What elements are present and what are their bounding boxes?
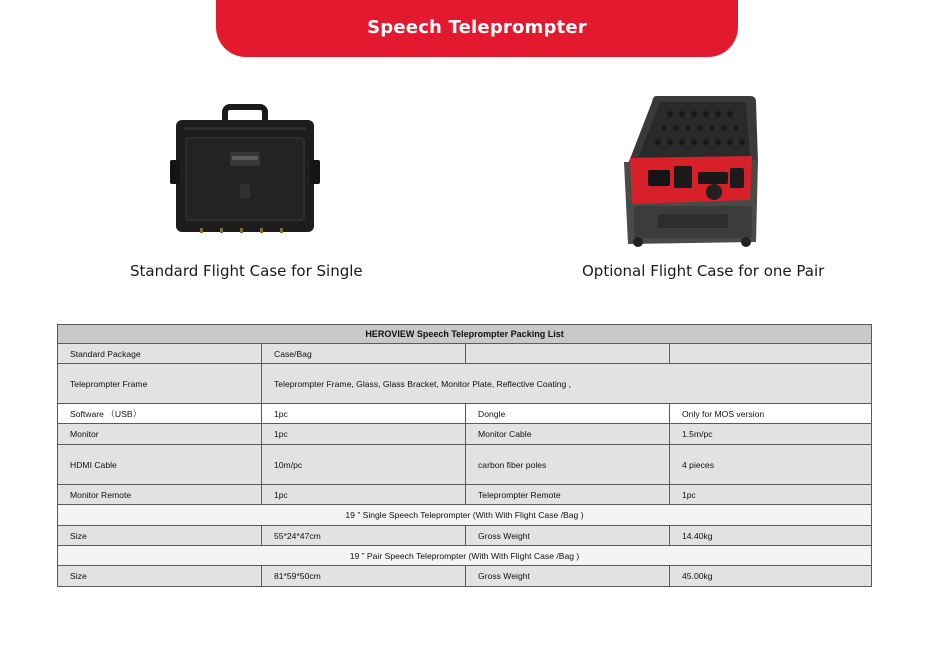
table-row (58, 445, 872, 485)
table-cell: Gross Weight (466, 526, 670, 546)
table-row (58, 566, 872, 587)
table-cell: Monitor (58, 424, 262, 445)
table-cell: Only for MOS version (670, 404, 872, 424)
table-cell: 1.5m/pc (670, 424, 872, 445)
single-teleprompter-band: 19 ” Single Speech Teleprompter (With With Flight Case /Bag ) (58, 505, 872, 526)
open-rolling-case-icon (618, 92, 760, 248)
table-band-row (58, 505, 872, 526)
table-title: HEROVIEW Speech Teleprompter Packing List (58, 325, 872, 344)
table-cell: Teleprompter Remote (466, 485, 670, 505)
table-cell: 14.40kg (670, 526, 872, 546)
table-cell: Size (58, 566, 262, 587)
table-cell: Size (58, 526, 262, 546)
product-pair-case (618, 92, 760, 248)
table-cell: 4 pieces (670, 445, 872, 485)
table-cell: Monitor Cable (466, 424, 670, 445)
black-hard-case-icon (170, 100, 320, 235)
table-cell: Dongle (466, 404, 670, 424)
table-row (58, 485, 872, 505)
table-cell: 1pc (670, 485, 872, 505)
table-band-row (58, 546, 872, 566)
table-cell-wide: Teleprompter Frame, Glass, Glass Bracket, Monitor Plate, Reflective Coating , (262, 364, 872, 404)
table-cell: carbon fiber poles (466, 445, 670, 485)
table-cell: Gross Weight (466, 566, 670, 587)
table-row (58, 344, 872, 364)
table-cell: 1pc (262, 485, 466, 505)
table-row (58, 526, 872, 546)
table-cell (670, 344, 872, 364)
table-cell: 1pc (262, 424, 466, 445)
table-cell: 45.00kg (670, 566, 872, 587)
table-cell: 10m/pc (262, 445, 466, 485)
page-title: Speech Teleprompter (367, 16, 587, 38)
table-cell: Teleprompter Frame (58, 364, 262, 404)
packing-list-table (57, 324, 872, 587)
table-row (58, 364, 872, 404)
product-single-case (170, 100, 320, 235)
table-cell (466, 344, 670, 364)
pair-teleprompter-band: 19 ” Pair Speech Teleprompter (With With Flight Case /Bag ) (58, 546, 872, 566)
table-cell: Monitor Remote (58, 485, 262, 505)
product-caption-pair: Optional Flight Case for one Pair (582, 262, 825, 280)
table-cell: Standard Package (58, 344, 262, 364)
table-cell: 1pc (262, 404, 466, 424)
table-cell: HDMI Cable (58, 445, 262, 485)
product-caption-single: Standard Flight Case for Single (130, 262, 363, 280)
table-row (58, 404, 872, 424)
table-row (58, 424, 872, 445)
table-cell: 81*59*50cm (262, 566, 466, 587)
table-cell: Software （USB） (58, 404, 262, 424)
table-cell: 55*24*47cm (262, 526, 466, 546)
table-title-row (58, 325, 872, 344)
header-tab (216, 0, 738, 57)
table-cell: Case/Bag (262, 344, 466, 364)
